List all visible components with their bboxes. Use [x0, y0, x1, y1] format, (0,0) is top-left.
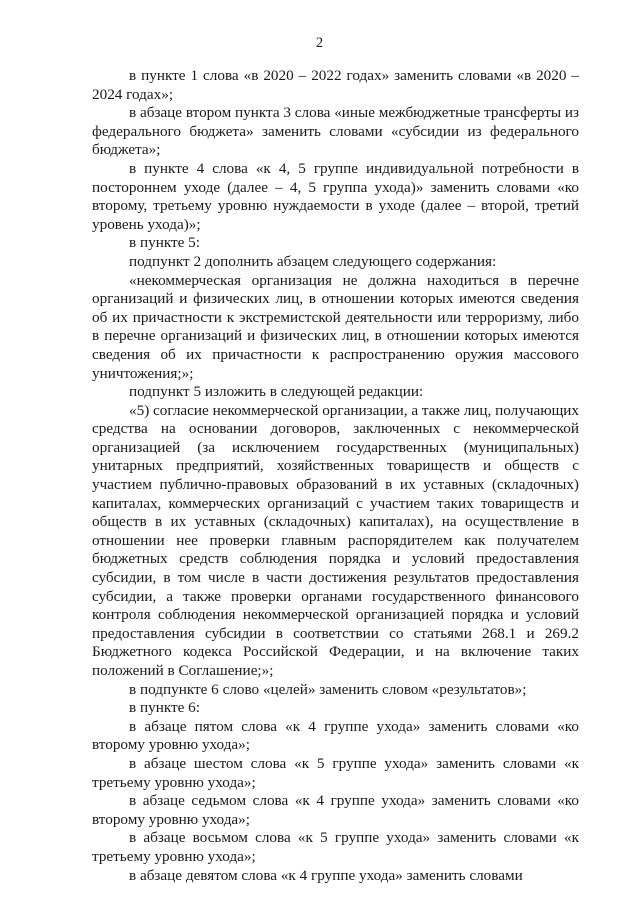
paragraph-12: в абзаце шестом слова «к 5 группе ухода» заменить словами «к третьему уровню ухода»;	[92, 754, 579, 791]
paragraph-15: в абзаце девятом слова «к 4 группе ухода» заменить словами	[129, 866, 523, 884]
page-number: 2	[315, 35, 324, 51]
paragraph-14: в абзаце восьмом слова «к 5 группе ухода» заменить словами «к третьему уровню ухода»;	[92, 829, 579, 865]
paragraph-11: в абзаце пятом слова «к 4 группе ухода» заменить словами «ко второму уровню ухода»;	[92, 717, 579, 754]
paragraph-4: в пункте 5:	[129, 234, 200, 252]
paragraph-9: в подпункте 6 слово «целей» заменить словом «результатов»;	[129, 680, 527, 698]
paragraph-2: в абзаце втором пункта 3 слова «иные межбюджетные трансферты из федерального бюджета» заменить словами «субсидии из федерального бюджета»;	[92, 104, 579, 159]
paragraph-8: «5) согласие некоммерческой организации, а также лиц, получающих средства на основании договоров, заключенных с некоммерческой организацией (за исключением государственных (муниципальных) унитарных предприятий, хозяйственных товариществ и обществ с участием публично-правовых образований в их уставных (складочных) капиталах, коммерческих организаций с участием таких товариществ и обществ в их уставных (складочных) капиталах), на осуществление в отношении нее проверки главным распорядителем как получателем бюджетных средств соблюдения порядка и условий предоставления субсидии, в том числе в части достижения результатов предоставления субсидии, а также проверки органами государственного финансового контроля соблюдения некоммерческой организацией порядка и условий предоставления субсидии в соответствии со статьями 268.1 и 269.2 Бюджетного кодекса Российской Федерации, и на включение таких положений в Соглашение;»;	[92, 401, 579, 679]
paragraph-3: в пункте 4 слова «к 4, 5 группе индивидуальной потребности в постороннем уходе (далее – 4, 5 группа ухода)» заменить словами «ко второму, третьему уровню нуждаемости в уходе (далее – второй, третий уровень ухода)»;	[92, 159, 579, 233]
paragraph-13: в абзаце седьмом слова «к 4 группе ухода» заменить словами «ко второму уровню ухода»;	[92, 792, 579, 828]
paragraph-5: подпункт 2 дополнить абзацем следующего содержания:	[129, 252, 497, 270]
paragraph-1: в пункте 1 слова «в 2020 – 2022 годах» заменить словами «в 2020 – 2024 годах»;	[92, 67, 579, 103]
paragraph-10: в пункте 6:	[129, 699, 200, 717]
paragraph-7: подпункт 5 изложить в следующей редакции:	[129, 383, 424, 401]
paragraph-6: «некоммерческая организация не должна находиться в перечне организаций и физических лиц, в отношении которых имеются сведения об их причастности к экстремистской деятельности или терроризму, либо в перечне организаций и физических лиц, в отношении которых имеются сведения об их причастности к распространению оружия массового уничтожения;»;	[92, 271, 579, 382]
document-body	[92, 67, 579, 885]
